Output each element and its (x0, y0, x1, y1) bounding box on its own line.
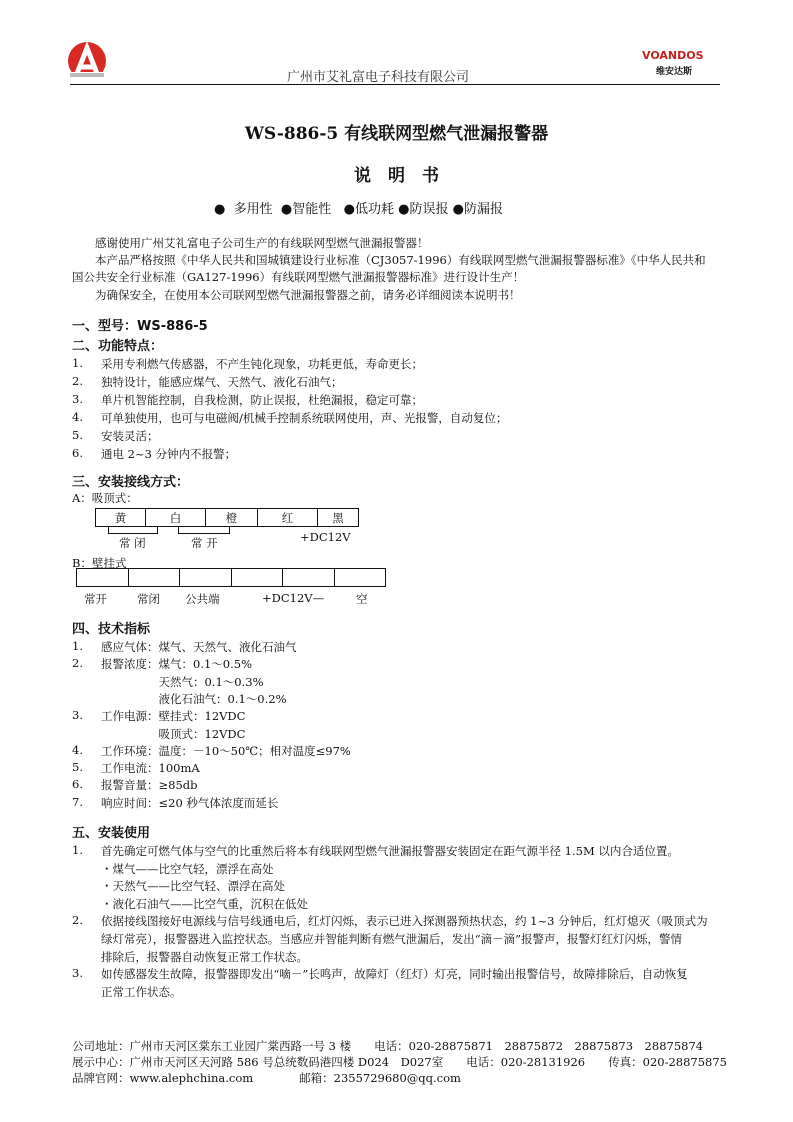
terminal-cell (334, 568, 387, 587)
no-label: 常 开 (191, 536, 218, 550)
wire-red: 红 (257, 508, 318, 527)
feature-item-number: 1. (72, 356, 83, 370)
terminal-cell (128, 568, 181, 587)
feature-item-text: 独特设计，能感应煤气、天然气、液化石油气； (101, 375, 343, 389)
spec-item-text: 天然气：0.1～0.3% (101, 674, 264, 689)
usage-item-text: ・煤气——比空气轻，漂浮在高处 (101, 861, 274, 876)
spec-item-text: 报警浓度：煤气：0.1～0.5% (101, 657, 253, 672)
section-specs-title: 四、技术指标 (72, 622, 151, 637)
intro-line: 为确保安全，在使用本公司联网型燃气泄漏报警器之前，请务必详细阅读本说明书！ (95, 288, 521, 302)
nc-bracket (108, 527, 158, 534)
terminal-label: 常闭 (137, 592, 160, 606)
section-wiring-title: 三、安装接线方式： (72, 475, 190, 490)
intro-line: 国公共安全行业标准（GA127-1996）有线联网型燃气泄漏报警器标准》进行设计生产！ (72, 270, 525, 284)
wire-yellow: 黄 (95, 508, 146, 527)
feature-item-number: 5. (72, 428, 83, 442)
power-label: +DC12V (300, 530, 351, 544)
feature-list: ● 多用性 ●智能性 ●低功耗 ●防误报 ●防漏报 (214, 202, 504, 217)
spec-item-text: 工作环境：温度：－10～50℃；相对温度≤97% (101, 743, 351, 758)
spec-item-text: 报警音量：≥85db (101, 778, 198, 793)
footer-showroom: 展示中心：广州市天河区天河路 586 号总统数码港四楼 D024 D027室 电话：020-28131926 传真：020-28875875 (72, 1055, 727, 1069)
header-divider (70, 84, 720, 85)
feature-item-text: 可单独使用，也可与电磁阀/机械手控制系统联网使用，声、光报警，自动复位； (101, 411, 508, 425)
usage-item-number: 2. (72, 913, 83, 928)
usage-item-text: 正常工作状态。 (101, 984, 182, 999)
terminal-label: +DC12V— (262, 591, 325, 605)
terminal-cell (76, 568, 129, 587)
usage-item-number: 1. (72, 843, 83, 857)
terminal-label: 空 (356, 592, 368, 606)
usage-item-text: 首先确定可燃气体与空气的比重然后将本有线联网型燃气泄漏报警器安装固定在距气源半径 1.5M 以内合适位置。 (101, 844, 679, 858)
terminal-cell (179, 568, 232, 587)
feature-item-number: 2. (72, 374, 83, 388)
spec-item-text: 响应时间：≤20 秒气体浓度而延长 (101, 795, 279, 810)
wire-white: 白 (145, 508, 206, 527)
usage-item-number: 3. (72, 966, 83, 981)
usage-item-text: 依据接线图接好电源线与信号线通电后，红灯闪烁，表示已进入探测器预热状态，约 1~3 分钟后，红灯熄灭（吸顶式为 (101, 914, 708, 929)
company-name: 广州市艾礼富电子科技有限公司 (287, 70, 470, 85)
company-logo (68, 40, 106, 82)
terminal-label: 常开 (84, 592, 107, 606)
spec-item-number: 6. (72, 777, 83, 792)
brand-logo-cn: 维安达斯 (656, 67, 693, 77)
terminal-cell (282, 568, 335, 587)
feature-item-number: 6. (72, 446, 83, 460)
usage-item-text: 如传感器发生故障，报警器即发出“嘀－”长鸣声，故障灯（红灯）灯亮，同时输出报警信号，故障排除后，自动恢复 (101, 967, 688, 982)
spec-item-number: 5. (72, 760, 83, 775)
footer-address: 公司地址：广州市天河区棠东工业园广棠西路一号 3 楼 电话：020-28875871 28875872 28875873 28875874 (72, 1039, 704, 1053)
usage-item-text: ・液化石油气——比空气重，沉积在低处 (101, 896, 308, 911)
spec-item-text: 吸顶式：12VDC (101, 726, 246, 741)
feature-item-text: 单片机智能控制，自我检测，防止误报，杜绝漏报，稳定可靠； (101, 393, 423, 407)
intro-line: 感谢使用广州艾礼富电子公司生产的有线联网型燃气泄漏报警器！ (95, 236, 429, 250)
footer-web: 品牌官网：www.alephchina.com 邮箱：2355729680@qq.com (72, 1071, 461, 1085)
feature-item-text: 采用专利燃气传感器，不产生钝化现象，功耗更低，寿命更长； (101, 357, 423, 371)
no-bracket (178, 527, 230, 534)
feature-item-text: 安装灵活； (101, 429, 159, 443)
intro-line: 本产品严格按照《中华人民共和国城镇建设行业标准（CJ3057-1996）有线联网型燃气泄漏报警器标准》《中华人民共和 (95, 253, 706, 267)
spec-item-text: 工作电源：壁挂式：12VDC (101, 709, 246, 724)
section-features-title: 二、功能特点： (72, 339, 164, 354)
spec-item-number: 3. (72, 708, 83, 723)
usage-item-text: ・天然气——比空气轻、漂浮在高处 (101, 879, 285, 894)
section-usage-title: 五、安装使用 (72, 826, 151, 841)
wiring-b-label: B：壁挂式 (72, 556, 127, 570)
wire-black: 黑 (317, 508, 359, 527)
spec-item-text: 感应气体：煤气、天然气、液化石油气 (101, 640, 297, 654)
spec-item-number: 1. (72, 639, 83, 653)
spec-item-number: 7. (72, 794, 83, 809)
wire-orange: 橙 (205, 508, 258, 527)
spec-item-text: 液化石油气：0.1～0.2% (101, 691, 287, 706)
feature-item-number: 3. (72, 392, 83, 406)
brand-logo: VOANDOS (642, 49, 704, 62)
feature-item-number: 4. (72, 410, 83, 424)
spec-item-number: 4. (72, 742, 83, 757)
terminal-label: 公共端 (185, 592, 220, 606)
document-subtitle: 说 明 书 (354, 166, 439, 186)
usage-item-text: 绿灯常亮），报警器进入监控状态。当感应并智能判断有燃气泄漏后，发出“滴－滴”报警声，报警灯红灯闪烁，警情 (101, 932, 683, 946)
nc-label: 常 闭 (119, 536, 146, 550)
spec-item-text: 工作电流：100mA (101, 761, 200, 776)
terminal-cell (231, 568, 284, 587)
section-model: 一、型号：WS-886-5 (72, 319, 208, 334)
spec-item-number: 2. (72, 656, 83, 671)
document-title: WS-886-5 有线联网型燃气泄漏报警器 (244, 124, 549, 144)
feature-item-text: 通电 2~3 分钟内不报警； (101, 447, 237, 461)
usage-item-text: 排除后，报警器自动恢复正常工作状态。 (101, 949, 308, 964)
wiring-a-label: A：吸顶式： (72, 491, 138, 505)
